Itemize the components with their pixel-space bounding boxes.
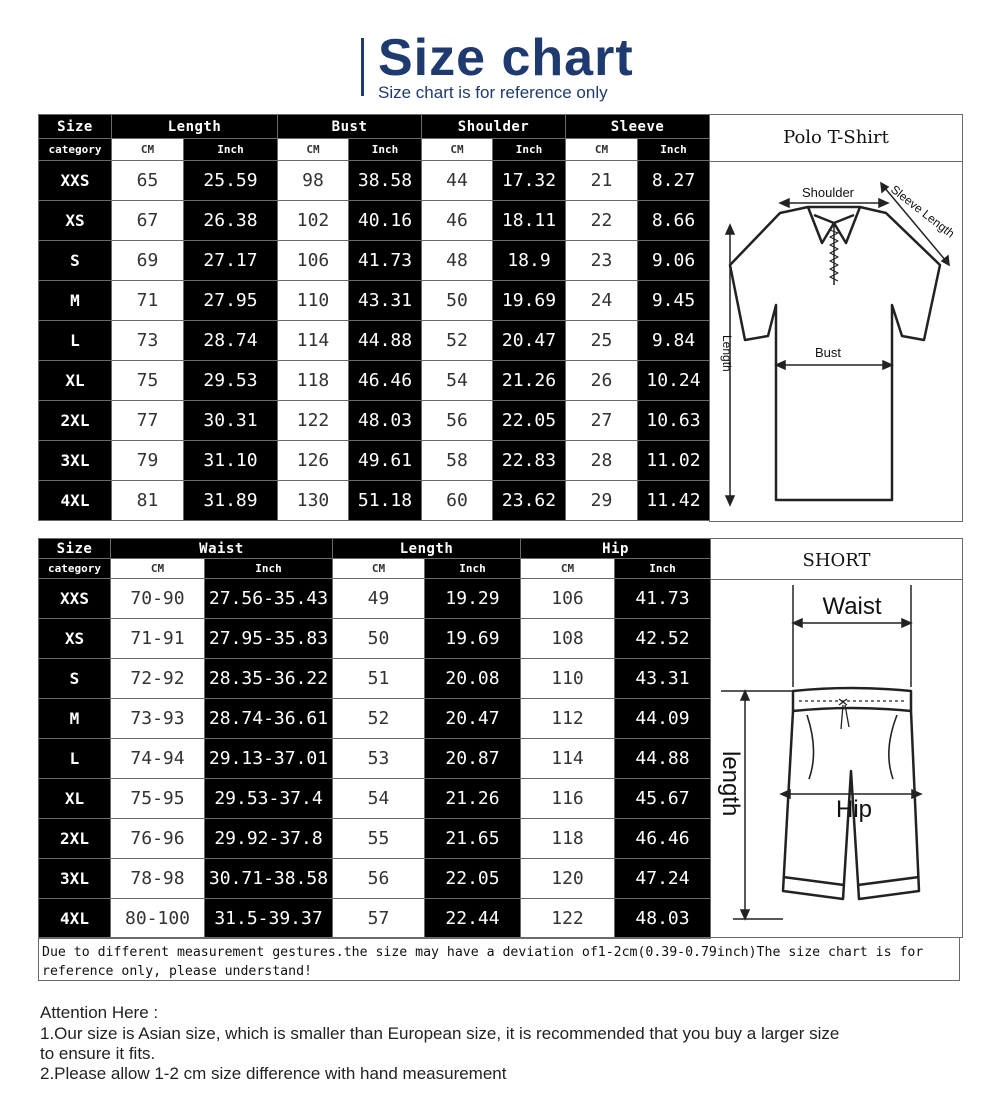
cm-value-cell: 81 xyxy=(112,481,184,521)
hip-label: Hip xyxy=(835,796,873,823)
inch-value-cell: 28.74 xyxy=(184,321,278,361)
inch-value-cell: 29.92-37.8 xyxy=(205,819,333,859)
page-title: Size chart xyxy=(378,29,634,87)
unit-cm-header: CM xyxy=(422,139,493,161)
deviation-note: Due to different measurement gestures.the size may have a deviation of1-2cm(0.39-0.79inch)The size chart is for reference only, please understand! xyxy=(38,937,960,981)
cm-value-cell: 29 xyxy=(566,481,638,521)
cm-value-cell: 65 xyxy=(112,161,184,201)
inch-value-cell: 20.47 xyxy=(493,321,566,361)
cm-value-cell: 74-94 xyxy=(111,739,205,779)
size-cell: 3XL xyxy=(39,859,111,899)
table-row xyxy=(39,401,710,441)
inch-value-cell: 22.05 xyxy=(493,401,566,441)
size-cell: 3XL xyxy=(39,441,112,481)
inch-value-cell: 41.73 xyxy=(615,579,711,619)
cm-value-cell: 25 xyxy=(566,321,638,361)
size-cell: 2XL xyxy=(39,819,111,859)
unit-inch-header: Inch xyxy=(205,559,333,579)
table-row xyxy=(39,859,711,899)
cm-value-cell: 79 xyxy=(112,441,184,481)
cm-value-cell: 106 xyxy=(521,579,615,619)
cm-value-cell: 118 xyxy=(521,819,615,859)
cm-value-cell: 55 xyxy=(333,819,425,859)
group-header-length: Length xyxy=(333,539,521,559)
unit-inch-header: Inch xyxy=(184,139,278,161)
inch-value-cell: 29.53-37.4 xyxy=(205,779,333,819)
cm-value-cell: 118 xyxy=(278,361,349,401)
size-cell: 4XL xyxy=(39,899,111,939)
cm-value-cell: 56 xyxy=(333,859,425,899)
inch-value-cell: 30.71-38.58 xyxy=(205,859,333,899)
inch-value-cell: 21.65 xyxy=(425,819,521,859)
inch-value-cell: 26.38 xyxy=(184,201,278,241)
cm-value-cell: 78-98 xyxy=(111,859,205,899)
size-cell: 4XL xyxy=(39,481,112,521)
inch-value-cell: 30.31 xyxy=(184,401,278,441)
cm-value-cell: 122 xyxy=(521,899,615,939)
cm-value-cell: 122 xyxy=(278,401,349,441)
cm-value-cell: 73-93 xyxy=(111,699,205,739)
inch-value-cell: 27.56-35.43 xyxy=(205,579,333,619)
table-row xyxy=(39,361,710,401)
length-label: Length xyxy=(720,335,734,372)
cm-value-cell: 130 xyxy=(278,481,349,521)
inch-value-cell: 44.09 xyxy=(615,699,711,739)
cm-value-cell: 49 xyxy=(333,579,425,619)
cm-value-cell: 72-92 xyxy=(111,659,205,699)
cm-value-cell: 52 xyxy=(333,699,425,739)
cm-value-cell: 54 xyxy=(422,361,493,401)
inch-value-cell: 48.03 xyxy=(349,401,422,441)
cm-value-cell: 44 xyxy=(422,161,493,201)
unit-cm-header: CM xyxy=(566,139,638,161)
inch-value-cell: 25.59 xyxy=(184,161,278,201)
inch-value-cell: 47.24 xyxy=(615,859,711,899)
polo-shirt-illustration xyxy=(710,115,962,521)
cm-value-cell: 69 xyxy=(112,241,184,281)
inch-value-cell: 18.11 xyxy=(493,201,566,241)
cm-value-cell: 51 xyxy=(333,659,425,699)
cm-value-cell: 23 xyxy=(566,241,638,281)
group-header-shoulder: Shoulder xyxy=(422,115,566,139)
inch-value-cell: 20.08 xyxy=(425,659,521,699)
inch-value-cell: 49.61 xyxy=(349,441,422,481)
attention-heading: Attention Here : xyxy=(40,1003,159,1022)
short-diagram-panel xyxy=(710,538,963,938)
inch-value-cell: 22.83 xyxy=(493,441,566,481)
size-cell: XXS xyxy=(39,161,112,201)
cm-value-cell: 52 xyxy=(422,321,493,361)
unit-inch-header: Inch xyxy=(349,139,422,161)
size-header: Size xyxy=(39,115,112,139)
unit-cm-header: CM xyxy=(112,139,184,161)
cm-value-cell: 70-90 xyxy=(111,579,205,619)
inch-value-cell: 31.5-39.37 xyxy=(205,899,333,939)
polo-diagram-title: Polo T-Shirt xyxy=(783,127,889,148)
inch-value-cell: 11.42 xyxy=(638,481,710,521)
cm-value-cell: 57 xyxy=(333,899,425,939)
inch-value-cell: 27.95-35.83 xyxy=(205,619,333,659)
inch-value-cell: 22.44 xyxy=(425,899,521,939)
sleeve-length-label: Sleeve Length xyxy=(888,182,958,241)
inch-value-cell: 21.26 xyxy=(425,779,521,819)
inch-value-cell: 29.13-37.01 xyxy=(205,739,333,779)
inch-value-cell: 8.66 xyxy=(638,201,710,241)
cm-value-cell: 67 xyxy=(112,201,184,241)
polo-diagram-panel xyxy=(709,114,963,522)
cm-value-cell: 126 xyxy=(278,441,349,481)
cm-value-cell: 73 xyxy=(112,321,184,361)
inch-value-cell: 27.17 xyxy=(184,241,278,281)
inch-value-cell: 9.45 xyxy=(638,281,710,321)
cm-value-cell: 21 xyxy=(566,161,638,201)
unit-cm-header: CM xyxy=(521,559,615,579)
cm-value-cell: 58 xyxy=(422,441,493,481)
short-size-table xyxy=(38,538,711,939)
cm-value-cell: 120 xyxy=(521,859,615,899)
inch-value-cell: 19.29 xyxy=(425,579,521,619)
waist-label: Waist xyxy=(822,593,882,620)
short-diagram-title: SHORT xyxy=(802,550,871,571)
size-cell: L xyxy=(39,739,111,779)
size-cell: XL xyxy=(39,779,111,819)
attention-line-2: 2.Please allow 1-2 cm size difference with hand measurement xyxy=(40,1064,507,1083)
cm-value-cell: 77 xyxy=(112,401,184,441)
cm-value-cell: 76-96 xyxy=(111,819,205,859)
page-subtitle: Size chart is for reference only xyxy=(378,83,608,102)
group-header-hip: Hip xyxy=(521,539,711,559)
table-row xyxy=(39,579,711,619)
table-row xyxy=(39,619,711,659)
cm-value-cell: 106 xyxy=(278,241,349,281)
table-row xyxy=(39,699,711,739)
inch-value-cell: 46.46 xyxy=(615,819,711,859)
inch-value-cell: 48.03 xyxy=(615,899,711,939)
inch-value-cell: 28.35-36.22 xyxy=(205,659,333,699)
inch-value-cell: 27.95 xyxy=(184,281,278,321)
table-row xyxy=(39,659,711,699)
unit-inch-header: Inch xyxy=(493,139,566,161)
cm-value-cell: 71-91 xyxy=(111,619,205,659)
inch-value-cell: 23.62 xyxy=(493,481,566,521)
size-cell: S xyxy=(39,241,112,281)
inch-value-cell: 29.53 xyxy=(184,361,278,401)
unit-cm-header: CM xyxy=(111,559,205,579)
table-row xyxy=(39,161,710,201)
cm-value-cell: 26 xyxy=(566,361,638,401)
inch-value-cell: 20.87 xyxy=(425,739,521,779)
inch-value-cell: 10.63 xyxy=(638,401,710,441)
cm-value-cell: 24 xyxy=(566,281,638,321)
cm-value-cell: 60 xyxy=(422,481,493,521)
size-cell: L xyxy=(39,321,112,361)
cm-value-cell: 114 xyxy=(521,739,615,779)
inch-value-cell: 51.18 xyxy=(349,481,422,521)
cm-value-cell: 98 xyxy=(278,161,349,201)
category-header: category xyxy=(39,559,111,579)
cm-value-cell: 116 xyxy=(521,779,615,819)
inch-value-cell: 17.32 xyxy=(493,161,566,201)
attention-line-1-continued: to ensure it fits. xyxy=(40,1044,156,1063)
cm-value-cell: 80-100 xyxy=(111,899,205,939)
table-row xyxy=(39,899,711,939)
cm-value-cell: 27 xyxy=(566,401,638,441)
cm-value-cell: 71 xyxy=(112,281,184,321)
size-cell: M xyxy=(39,281,112,321)
unit-cm-header: CM xyxy=(333,559,425,579)
inch-value-cell: 44.88 xyxy=(615,739,711,779)
inch-value-cell: 9.84 xyxy=(638,321,710,361)
cm-value-cell: 114 xyxy=(278,321,349,361)
table-row xyxy=(39,321,710,361)
inch-value-cell: 9.06 xyxy=(638,241,710,281)
cm-value-cell: 110 xyxy=(521,659,615,699)
group-header-length: Length xyxy=(112,115,278,139)
inch-value-cell: 43.31 xyxy=(615,659,711,699)
attention-line-1: 1.Our size is Asian size, which is smaller than European size, it is recommended that you buy a larger size xyxy=(40,1024,840,1043)
inch-value-cell: 42.52 xyxy=(615,619,711,659)
cm-value-cell: 50 xyxy=(422,281,493,321)
inch-value-cell: 38.58 xyxy=(349,161,422,201)
group-header-bust: Bust xyxy=(278,115,422,139)
table-row xyxy=(39,201,710,241)
inch-value-cell: 19.69 xyxy=(425,619,521,659)
title-accent-bar xyxy=(361,38,364,96)
shoulder-label: Shoulder xyxy=(801,185,855,200)
cm-value-cell: 75 xyxy=(112,361,184,401)
inch-value-cell: 18.9 xyxy=(493,241,566,281)
cm-value-cell: 22 xyxy=(566,201,638,241)
group-header-sleeve: Sleeve xyxy=(566,115,710,139)
cm-value-cell: 48 xyxy=(422,241,493,281)
cm-value-cell: 110 xyxy=(278,281,349,321)
cm-value-cell: 75-95 xyxy=(111,779,205,819)
cm-value-cell: 46 xyxy=(422,201,493,241)
inch-value-cell: 19.69 xyxy=(493,281,566,321)
size-cell: XS xyxy=(39,201,112,241)
inch-value-cell: 45.67 xyxy=(615,779,711,819)
table-row xyxy=(39,281,710,321)
size-cell: M xyxy=(39,699,111,739)
inch-value-cell: 28.74-36.61 xyxy=(205,699,333,739)
table-row xyxy=(39,441,710,481)
unit-cm-header: CM xyxy=(278,139,349,161)
cm-value-cell: 53 xyxy=(333,739,425,779)
table-row xyxy=(39,819,711,859)
unit-inch-header: Inch xyxy=(615,559,711,579)
inch-value-cell: 20.47 xyxy=(425,699,521,739)
bust-label: Bust xyxy=(814,345,842,360)
cm-value-cell: 108 xyxy=(521,619,615,659)
inch-value-cell: 31.89 xyxy=(184,481,278,521)
group-header-waist: Waist xyxy=(111,539,333,559)
inch-value-cell: 44.88 xyxy=(349,321,422,361)
inch-value-cell: 46.46 xyxy=(349,361,422,401)
table-row xyxy=(39,779,711,819)
cm-value-cell: 28 xyxy=(566,441,638,481)
length-label: length xyxy=(717,751,744,817)
inch-value-cell: 40.16 xyxy=(349,201,422,241)
shirt-size-table xyxy=(38,114,710,521)
cm-value-cell: 56 xyxy=(422,401,493,441)
size-cell: XS xyxy=(39,619,111,659)
inch-value-cell: 41.73 xyxy=(349,241,422,281)
cm-value-cell: 112 xyxy=(521,699,615,739)
size-cell: XXS xyxy=(39,579,111,619)
cm-value-cell: 102 xyxy=(278,201,349,241)
unit-inch-header: Inch xyxy=(638,139,710,161)
inch-value-cell: 22.05 xyxy=(425,859,521,899)
inch-value-cell: 21.26 xyxy=(493,361,566,401)
inch-value-cell: 8.27 xyxy=(638,161,710,201)
table-row xyxy=(39,241,710,281)
size-cell: S xyxy=(39,659,111,699)
category-header: category xyxy=(39,139,112,161)
size-cell: 2XL xyxy=(39,401,112,441)
table-row xyxy=(39,481,710,521)
size-header: Size xyxy=(39,539,111,559)
table-row xyxy=(39,739,711,779)
short-illustration xyxy=(711,539,962,937)
cm-value-cell: 54 xyxy=(333,779,425,819)
inch-value-cell: 31.10 xyxy=(184,441,278,481)
inch-value-cell: 43.31 xyxy=(349,281,422,321)
cm-value-cell: 50 xyxy=(333,619,425,659)
inch-value-cell: 11.02 xyxy=(638,441,710,481)
inch-value-cell: 10.24 xyxy=(638,361,710,401)
size-cell: XL xyxy=(39,361,112,401)
unit-inch-header: Inch xyxy=(425,559,521,579)
